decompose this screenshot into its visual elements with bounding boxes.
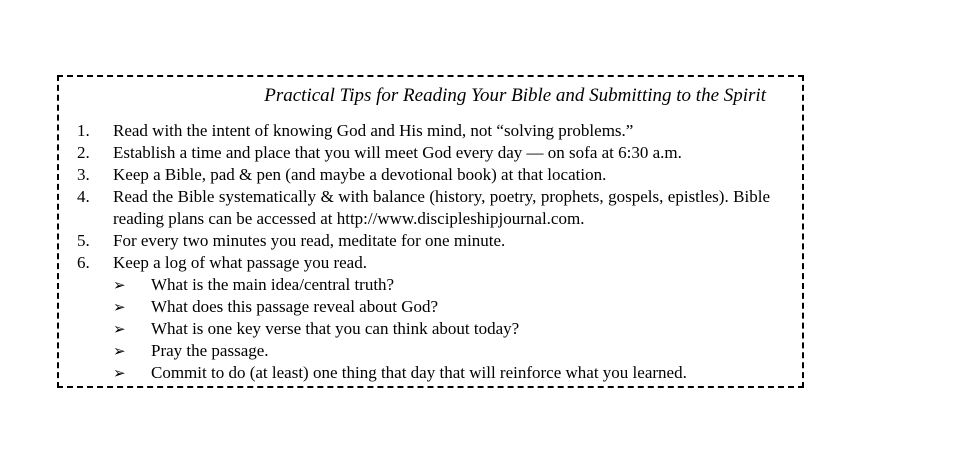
tips-title: Practical Tips for Reading Your Bible and Submitting to the Spirit: [264, 85, 766, 106]
tip-number: 2.: [77, 143, 90, 162]
tip-number: 6.: [77, 253, 90, 272]
arrowhead-icon: ➢: [113, 320, 126, 338]
log-question-text: What does this passage reveal about God?: [151, 297, 439, 316]
log-question-item: [59, 340, 804, 362]
tip-item: [59, 186, 770, 230]
tip-text: Read with the intent of knowing God and His mind, not “solving problems.”: [113, 121, 634, 140]
tip-item: [59, 252, 770, 274]
log-question-item: [59, 362, 804, 384]
tip-item: [59, 164, 770, 186]
tips-list: [59, 120, 804, 384]
tip-text: Keep a log of what passage you read.: [113, 253, 367, 272]
tip-number: 5.: [77, 231, 90, 250]
log-question-text: Pray the passage.: [151, 341, 269, 360]
tip-item: [59, 120, 770, 142]
tips-box: [57, 75, 804, 388]
log-question-text: What is the main idea/central truth?: [151, 275, 395, 294]
log-question-text: Commit to do (at least) one thing that day that will reinforce what you learned.: [151, 363, 687, 382]
log-question-item: [59, 296, 804, 318]
log-question-item: [59, 274, 804, 296]
arrowhead-icon: ➢: [113, 276, 126, 294]
arrowhead-icon: ➢: [113, 364, 126, 382]
tip-number: 3.: [77, 165, 90, 184]
tip-text: For every two minutes you read, meditate for one minute.: [113, 231, 506, 250]
arrowhead-icon: ➢: [113, 342, 126, 360]
tip-text: Establish a time and place that you will meet God every day — on sofa at 6:30 a.m.: [113, 143, 682, 162]
tip-number: 4.: [77, 187, 90, 206]
log-question-text: What is one key verse that you can think about today?: [151, 319, 520, 338]
log-question-item: [59, 318, 804, 340]
arrowhead-icon: ➢: [113, 298, 126, 316]
tip-item: [59, 142, 770, 164]
tip-number: 1.: [77, 121, 90, 140]
tip-text: Keep a Bible, pad & pen (and maybe a devotional book) at that location.: [113, 165, 607, 184]
tip-text: Read the Bible systematically & with balance (history, poetry, prophets, gospels, epistles). Bible reading plans can be accessed at http://www.discipleshipjournal.com.: [113, 187, 770, 228]
tip-item: [59, 230, 770, 252]
